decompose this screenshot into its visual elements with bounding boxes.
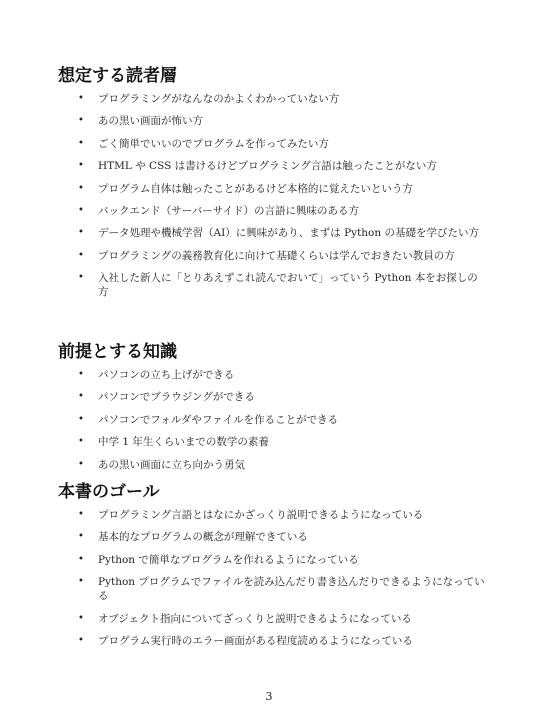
bullet-icon: • <box>78 249 84 261</box>
list-item <box>58 92 488 106</box>
list-item-text: プログラム自体は触ったことがあるけど本格的に覚えたいという方 <box>98 182 413 195</box>
bullet-icon: • <box>78 458 84 470</box>
bullet-icon: • <box>78 576 84 588</box>
list-item-text: 中学 1 年生くらいまでの数学の素養 <box>98 436 269 449</box>
list-item-text: パソコンの立ち上げができる <box>98 369 235 381</box>
list-item <box>58 249 488 263</box>
list-item <box>58 612 488 626</box>
list-item <box>58 508 488 522</box>
bullet-icon: • <box>78 182 84 194</box>
list-item <box>58 553 488 567</box>
list-item <box>58 413 488 427</box>
bullet-icon: • <box>78 115 84 127</box>
list-item-text: ごく簡単でいいのでプログラムを作ってみたい方 <box>98 137 329 150</box>
section-prerequisites <box>58 342 488 480</box>
bullet-icon: • <box>78 436 84 448</box>
list-item <box>58 530 488 544</box>
list-item <box>58 204 488 218</box>
bullet-list <box>58 368 488 472</box>
list-item <box>58 182 488 196</box>
list-item <box>58 435 488 449</box>
list-item <box>58 226 488 240</box>
bullet-list <box>58 508 488 648</box>
bullet-icon: • <box>78 160 84 172</box>
list-item-text: プログラミング言語とはなにかざっくり説明できるようになっている <box>98 509 424 521</box>
list-item <box>58 575 488 603</box>
bullet-icon: • <box>78 612 84 624</box>
list-item-text: プログラム実行時のエラー画面がある程度読めるようになっている <box>98 634 413 647</box>
list-item-text: 基本的なプログラムの概念が理解できている <box>98 531 308 544</box>
list-item-text: あの黒い画面に立ち向かう勇気 <box>98 458 245 471</box>
list-item <box>58 271 488 299</box>
section-title: 前提とする知識 <box>58 342 177 362</box>
list-item-text: データ処理や機械学習（AI）に興味があり、まずは Python の基礎を学びたい方 <box>98 227 479 240</box>
list-item <box>58 159 488 173</box>
bullet-icon: • <box>78 531 84 543</box>
bullet-icon: • <box>78 227 84 239</box>
list-item-text: HTML や CSS は書けるけどプログラミング言語は触ったことがない方 <box>98 160 437 173</box>
list-item-text: バックエンド（サーバーサイド）の言語に興味のある方 <box>98 204 360 217</box>
bullet-icon: • <box>78 413 84 425</box>
list-item <box>58 114 488 128</box>
list-item-text: 入社した新人に「とりあえずこれ読んでおいて」っていう Python 本をお探しの方 <box>98 272 478 299</box>
section-title: 想定する読者層 <box>58 66 177 86</box>
bullet-icon: • <box>78 553 84 565</box>
list-item <box>58 634 488 648</box>
bullet-list <box>58 92 488 299</box>
page-number: 3 <box>265 690 273 703</box>
list-item-text: Python で簡単なプログラムを作れるようになっている <box>98 553 359 566</box>
list-item-text: パソコンでフォルダやファイルを作ることができる <box>98 413 339 426</box>
list-item-text: あの黒い画面が怖い方 <box>98 115 203 128</box>
section-title: 本書のゴール <box>58 482 160 502</box>
list-item-text: Python プログラムでファイルを読み込んだり書き込んだりできるようになっている <box>98 576 485 603</box>
bullet-icon: • <box>78 634 84 646</box>
bullet-icon: • <box>78 369 84 380</box>
bullet-icon: • <box>78 391 84 403</box>
bullet-icon: • <box>78 93 84 104</box>
list-item <box>58 368 488 382</box>
section-target-readers <box>58 66 488 308</box>
bullet-icon: • <box>78 272 84 284</box>
bullet-icon: • <box>78 509 84 520</box>
list-item-text: オブジェクト指向についてざっくりと説明できるようになっている <box>98 612 412 625</box>
bullet-icon: • <box>78 204 84 216</box>
list-item <box>58 137 488 151</box>
list-item-text: プログラミングがなんなのかよくわかっていない方 <box>98 93 340 105</box>
bullet-icon: • <box>78 137 84 149</box>
list-item <box>58 390 488 404</box>
list-item-text: プログラミングの義務教育化に向けて基礎くらいは学んでおきたい教員の方 <box>98 249 455 262</box>
list-item <box>58 458 488 472</box>
list-item-text: パソコンでブラウジングができる <box>98 391 255 404</box>
section-book-goals <box>58 482 488 656</box>
